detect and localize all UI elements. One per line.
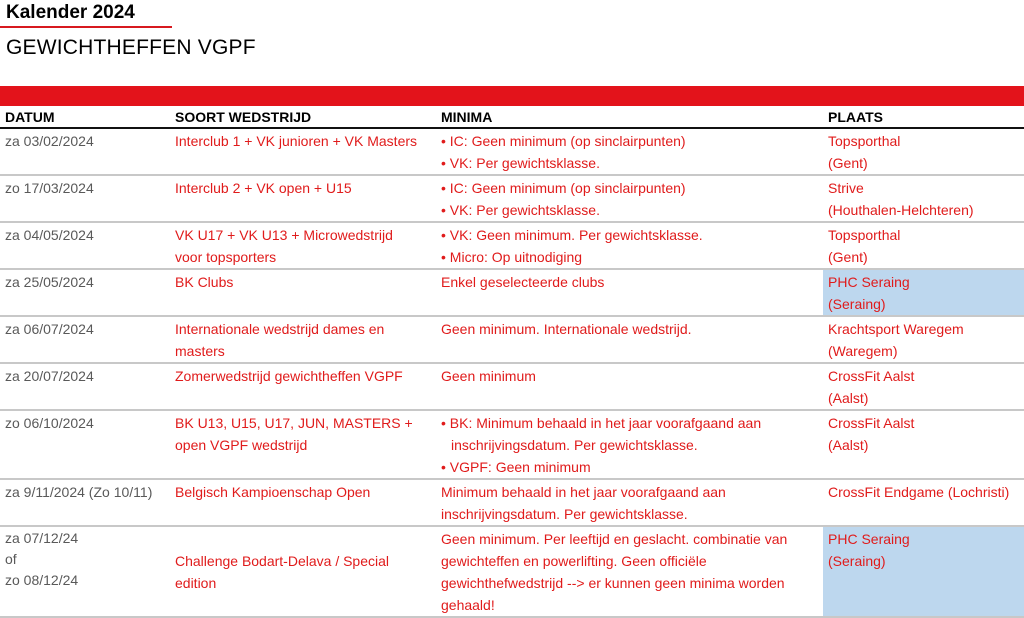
table-body	[0, 128, 1024, 617]
minima-cell-line: gewichteffen en powerlifting. Geen officiële	[441, 553, 707, 569]
minima-cell-line: gehaald!	[441, 597, 495, 613]
date-cell	[0, 479, 170, 526]
minima-cell-line: • VK: Per gewichtsklasse.	[441, 199, 819, 221]
place-cell-line: Strive	[828, 180, 864, 196]
column-header-place: PLAATS	[823, 108, 1024, 128]
place-cell	[823, 479, 1024, 526]
minima-cell	[436, 316, 823, 363]
minima-cell-line: Geen minimum	[441, 368, 536, 384]
minima-cell-line: • Micro: Op uitnodiging	[441, 246, 819, 268]
event-cell-line: Internationale wedstrijd dames en	[175, 321, 385, 337]
event-cell	[170, 175, 436, 222]
minima-cell	[436, 526, 823, 617]
place-cell-line: PHC Seraing	[828, 274, 910, 290]
place-cell-line: Topsporthal	[828, 133, 901, 149]
event-cell-line: masters	[175, 343, 225, 359]
date-cell-line: za 07/12/24	[5, 530, 79, 546]
calendar-title: Kalender 2024	[6, 2, 135, 23]
event-cell	[170, 316, 436, 363]
minima-cell-line: gewichthefwedstrijd --> er kunnen geen minima worden	[441, 575, 785, 591]
place-cell-line: CrossFit Endgame (Lochristi)	[828, 484, 1010, 500]
event-cell-line: Interclub 2 + VK open + U15	[175, 180, 352, 196]
date-cell-line: of	[5, 551, 17, 567]
place-cell-line: (Gent)	[828, 155, 868, 171]
place-cell-line: Krachtsport Waregem	[828, 321, 964, 337]
minima-cell	[436, 128, 823, 175]
place-cell	[823, 222, 1024, 269]
place-cell-line: (Aalst)	[828, 437, 869, 453]
place-cell	[823, 410, 1024, 479]
event-cell	[170, 222, 436, 269]
date-cell	[0, 526, 170, 617]
table-row	[0, 269, 1024, 316]
event-cell-line: BK Clubs	[175, 274, 234, 290]
table-row	[0, 410, 1024, 479]
event-cell	[170, 363, 436, 410]
date-cell-line: za 20/07/2024	[5, 368, 94, 384]
header-band	[0, 86, 1024, 106]
minima-cell-line: • VK: Geen minimum. Per gewichtsklasse.	[441, 224, 819, 246]
event-cell-line: Challenge Bodart-Delava / Special	[175, 553, 390, 569]
place-cell-line: (Waregem)	[828, 343, 898, 359]
minima-cell-line: inschrijvingsdatum. Per gewichtsklasse.	[451, 437, 698, 453]
column-header-date: DATUM	[0, 108, 170, 128]
event-cell	[170, 526, 436, 617]
minima-cell	[436, 269, 823, 316]
minima-cell-line: inschrijvingsdatum. Per gewichtsklasse.	[441, 506, 688, 522]
event-cell-line: edition	[175, 575, 217, 591]
minima-cell	[436, 175, 823, 222]
minima-cell	[436, 222, 823, 269]
event-cell-line: Interclub 1 + VK junioren + VK Masters	[175, 133, 418, 149]
place-cell-line: (Seraing)	[828, 553, 886, 569]
event-cell-line: voor topsporters	[175, 249, 277, 265]
place-cell-line: (Aalst)	[828, 390, 869, 406]
event-cell-line: BK U13, U15, U17, JUN, MASTERS +	[175, 415, 413, 431]
minima-cell	[436, 363, 823, 410]
event-cell	[170, 410, 436, 479]
date-cell	[0, 363, 170, 410]
place-cell-line: (Seraing)	[828, 296, 886, 312]
table-row	[0, 128, 1024, 175]
date-cell-line: za 25/05/2024	[5, 274, 94, 290]
date-cell	[0, 128, 170, 175]
place-cell-line: PHC Seraing	[828, 531, 910, 547]
minima-cell-line: • IC: Geen minimum (op sinclairpunten)	[441, 177, 819, 199]
place-cell-line: CrossFit Aalst	[828, 368, 915, 384]
table-row	[0, 316, 1024, 363]
event-cell-line: VK U17 + VK U13 + Microwedstrijd	[175, 227, 393, 243]
place-cell	[823, 175, 1024, 222]
minima-cell-line: Minimum behaald in het jaar voorafgaand aan	[441, 484, 726, 500]
minima-cell-line: • VGPF: Geen minimum	[441, 456, 819, 478]
place-cell-line: CrossFit Aalst	[828, 415, 915, 431]
event-cell-line: open VGPF wedstrijd	[175, 437, 308, 453]
date-cell-line: za 9/11/2024 (Zo 10/11)	[5, 484, 153, 500]
table-row	[0, 526, 1024, 617]
date-cell	[0, 269, 170, 316]
minima-cell-line: • VK: Per gewichtsklasse.	[441, 152, 819, 174]
place-cell	[823, 128, 1024, 175]
date-cell-line: za 03/02/2024	[5, 133, 94, 149]
date-cell-line: za 04/05/2024	[5, 227, 94, 243]
column-header-event: SOORT WEDSTRIJD	[170, 108, 436, 128]
minima-cell-line: Geen minimum. Per leeftijd en geslacht. combinatie van	[441, 531, 788, 547]
calendar-subtitle: GEWICHTHEFFEN VGPF	[6, 36, 256, 59]
table-row	[0, 479, 1024, 526]
place-cell	[823, 316, 1024, 363]
minima-cell-line: Geen minimum. Internationale wedstrijd.	[441, 321, 692, 337]
date-cell	[0, 222, 170, 269]
calendar-table	[0, 108, 1024, 618]
date-cell	[0, 410, 170, 479]
event-cell	[170, 269, 436, 316]
minima-cell	[436, 479, 823, 526]
minima-cell-line: • BK: Minimum behaald in het jaar voorafgaand aan	[441, 412, 819, 434]
place-cell	[823, 363, 1024, 410]
place-cell-line: (Gent)	[828, 249, 868, 265]
table-row	[0, 363, 1024, 410]
minima-cell	[436, 410, 823, 479]
event-cell	[170, 479, 436, 526]
place-cell-line: (Houthalen-Helchteren)	[828, 202, 974, 218]
date-cell-line: zo 08/12/24	[5, 572, 79, 588]
event-cell	[170, 128, 436, 175]
place-cell	[823, 526, 1024, 617]
column-header-minima: MINIMA	[436, 108, 823, 128]
event-cell-line: Zomerwedstrijd gewichtheffen VGPF	[175, 368, 403, 384]
table-row	[0, 175, 1024, 222]
event-cell-line: Belgisch Kampioenschap Open	[175, 484, 371, 500]
date-cell	[0, 175, 170, 222]
table-header-row	[0, 108, 1024, 128]
table-row	[0, 222, 1024, 269]
title-underline	[0, 26, 172, 28]
place-cell	[823, 269, 1024, 316]
minima-cell-line: • IC: Geen minimum (op sinclairpunten)	[441, 130, 819, 152]
date-cell-line: za 06/07/2024	[5, 321, 94, 337]
minima-cell-line: Enkel geselecteerde clubs	[441, 274, 605, 290]
date-cell-line: zo 17/03/2024	[5, 180, 94, 196]
date-cell-line: zo 06/10/2024	[5, 415, 94, 431]
place-cell-line: Topsporthal	[828, 227, 901, 243]
date-cell	[0, 316, 170, 363]
